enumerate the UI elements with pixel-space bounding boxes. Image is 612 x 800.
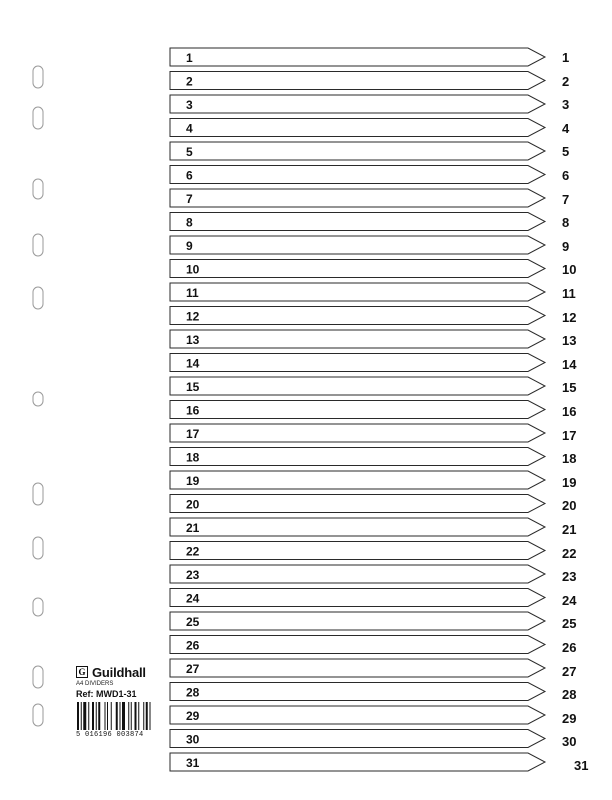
- edge-tab-number: 24: [562, 592, 577, 608]
- divider-label-strip: [170, 612, 545, 630]
- punch-hole-icon: [33, 537, 43, 559]
- punch-hole-icon: [33, 107, 43, 129]
- edge-tab-number: 5: [562, 144, 570, 160]
- edge-tab-number: 3: [562, 97, 570, 113]
- divider-strip-number: 3: [186, 98, 193, 112]
- product-name: A4 DIVIDERS: [76, 681, 114, 687]
- divider-label-strip: [170, 706, 545, 724]
- edge-tab-number: 23: [562, 569, 577, 585]
- divider-label-strip: [170, 119, 545, 137]
- edge-tab-number: 25: [562, 616, 577, 632]
- divider-label-strip: [170, 189, 545, 207]
- divider-strip-number: 27: [186, 662, 200, 676]
- divider-strip-number: 23: [186, 568, 200, 582]
- punch-hole-icon: [33, 287, 43, 309]
- divider-label-strip: [170, 565, 545, 583]
- divider-label-strip: [170, 354, 545, 372]
- barcode-number: 5 016196 003874: [76, 731, 144, 739]
- barcode-bar: [116, 702, 118, 730]
- punch-hole-icon: [33, 704, 43, 726]
- edge-tab-number: 14: [562, 356, 577, 372]
- barcode-bar: [122, 702, 125, 730]
- barcode-bar: [92, 702, 94, 730]
- edge-tab-number: 15: [562, 380, 577, 396]
- divider-strip-number: 18: [186, 450, 200, 465]
- punch-hole-icon: [33, 666, 43, 688]
- barcode-bar: [146, 702, 148, 730]
- edge-tab-number: 22: [562, 545, 577, 561]
- edge-tab-number: 27: [562, 663, 577, 679]
- barcode-bar: [81, 702, 82, 730]
- barcode-bar: [98, 702, 100, 730]
- divider-strip-number: 19: [186, 474, 200, 488]
- punch-hole-icon: [33, 66, 43, 88]
- divider-label-strip: [170, 72, 545, 90]
- divider-strip-number: 15: [186, 380, 200, 394]
- divider-strip-number: 1: [186, 51, 193, 65]
- barcode-bar: [138, 702, 139, 730]
- barcode-bar: [88, 702, 89, 730]
- punch-hole-icon: [33, 179, 43, 199]
- edge-tab-number: 17: [562, 427, 577, 443]
- barcode-bar: [77, 702, 79, 730]
- barcode-bar: [128, 702, 129, 730]
- barcode-bar: [105, 702, 106, 730]
- barcode-bar: [143, 702, 144, 730]
- divider-label-strip: [170, 730, 545, 748]
- divider-strip-number: 25: [186, 615, 200, 629]
- product-reference: Ref: MWD1-31: [76, 689, 137, 699]
- product-label: [76, 664, 168, 739]
- divider-strip-number: 26: [186, 638, 200, 653]
- edge-tab-number: 8: [562, 215, 570, 231]
- edge-tab-number: 31: [574, 758, 589, 773]
- divider-label-strip: [170, 330, 545, 348]
- edge-tab-number: 20: [562, 498, 577, 514]
- edge-tab-number: 2: [562, 73, 570, 89]
- divider-strip-number: 7: [186, 192, 193, 206]
- divider-strip-number: 29: [186, 709, 200, 723]
- punch-hole-icon: [33, 234, 43, 256]
- divider-strip-number: 30: [186, 732, 200, 747]
- barcode-bar: [135, 702, 137, 730]
- divider-strip-number: 10: [186, 262, 200, 277]
- barcode-bar: [150, 702, 151, 730]
- barcode-bar: [83, 702, 86, 730]
- divider-label-strip: [170, 213, 545, 231]
- divider-strip-number: 13: [186, 333, 200, 347]
- divider-label-strip: [170, 307, 545, 325]
- divider-label-strip: [170, 683, 545, 701]
- edge-tab-number: 13: [562, 333, 577, 349]
- divider-label-strip: [170, 283, 545, 301]
- divider-strip-number: 5: [186, 145, 193, 159]
- divider-label-strip: [170, 589, 545, 607]
- edge-tab-number: 26: [562, 640, 577, 655]
- divider-strip-number: 31: [186, 756, 200, 770]
- divider-label-strip: [170, 260, 545, 278]
- barcode-icon: [76, 702, 168, 732]
- divider-strip-number: 6: [186, 168, 193, 183]
- edge-tab-number: 12: [562, 309, 577, 325]
- edge-tab-number: 28: [562, 687, 577, 703]
- divider-strip-number: 28: [186, 685, 200, 700]
- barcode-bar: [131, 702, 132, 730]
- brand-name: Guildhall: [92, 664, 146, 680]
- divider-label-strip: [170, 95, 545, 113]
- divider-strip-number: 4: [186, 121, 193, 136]
- edge-tab-number: 9: [562, 238, 570, 254]
- divider-strip-number: 24: [186, 591, 200, 606]
- divider-strip-number: 14: [186, 356, 200, 371]
- divider-label-strip: [170, 495, 545, 513]
- divider-label-strip: [170, 753, 545, 771]
- edge-tab-number: 21: [562, 522, 577, 537]
- edge-tab-number: 10: [562, 262, 577, 278]
- edge-tab-number: 16: [562, 404, 577, 419]
- divider-strip-number: 20: [186, 497, 200, 512]
- divider-label-strip: [170, 542, 545, 560]
- divider-label-strip: [170, 636, 545, 654]
- punch-hole-icon: [33, 483, 43, 505]
- barcode-bar: [111, 702, 112, 730]
- edge-tab-number: 18: [562, 451, 577, 467]
- divider-label-strip: [170, 48, 545, 66]
- edge-tab-number: 6: [562, 168, 570, 183]
- divider-strip-number: 11: [186, 286, 199, 300]
- punch-hole-icon: [33, 392, 43, 406]
- brand-mark-icon: G: [76, 666, 88, 678]
- divider-strip-number: 22: [186, 544, 200, 559]
- divider-label-strip: [170, 518, 545, 536]
- divider-label-strip: [170, 424, 545, 442]
- divider-label-strip: [170, 166, 545, 184]
- divider-label-strip: [170, 142, 545, 160]
- edge-tab-number: 30: [562, 734, 577, 750]
- divider-label-strip: [170, 236, 545, 254]
- divider-strip-number: 12: [186, 309, 200, 324]
- divider-strip-number: 17: [186, 427, 200, 441]
- barcode-bar: [120, 702, 121, 730]
- edge-tab-number: 19: [562, 474, 577, 490]
- barcode-bar: [107, 702, 108, 730]
- brand-logo: [76, 664, 168, 680]
- divider-strip-number: 21: [186, 521, 200, 535]
- divider-strip-number: 16: [186, 403, 200, 418]
- divider-label-strip: [170, 659, 545, 677]
- edge-tab-number: 29: [562, 710, 577, 726]
- edge-tab-number: 1: [562, 50, 570, 65]
- divider-label-strip: [170, 448, 545, 466]
- edge-tab-number: 11: [562, 286, 576, 301]
- divider-strip-number: 2: [186, 74, 193, 89]
- divider-label-strip: [170, 377, 545, 395]
- divider-label-strip: [170, 471, 545, 489]
- divider-label-strip: [170, 401, 545, 419]
- divider-strip-number: 9: [186, 239, 193, 253]
- edge-tab-number: 7: [562, 191, 570, 207]
- barcode-bar: [96, 702, 97, 730]
- edge-tab-number: 4: [562, 120, 570, 136]
- divider-strip-number: 8: [186, 215, 193, 230]
- punch-hole-icon: [33, 598, 43, 616]
